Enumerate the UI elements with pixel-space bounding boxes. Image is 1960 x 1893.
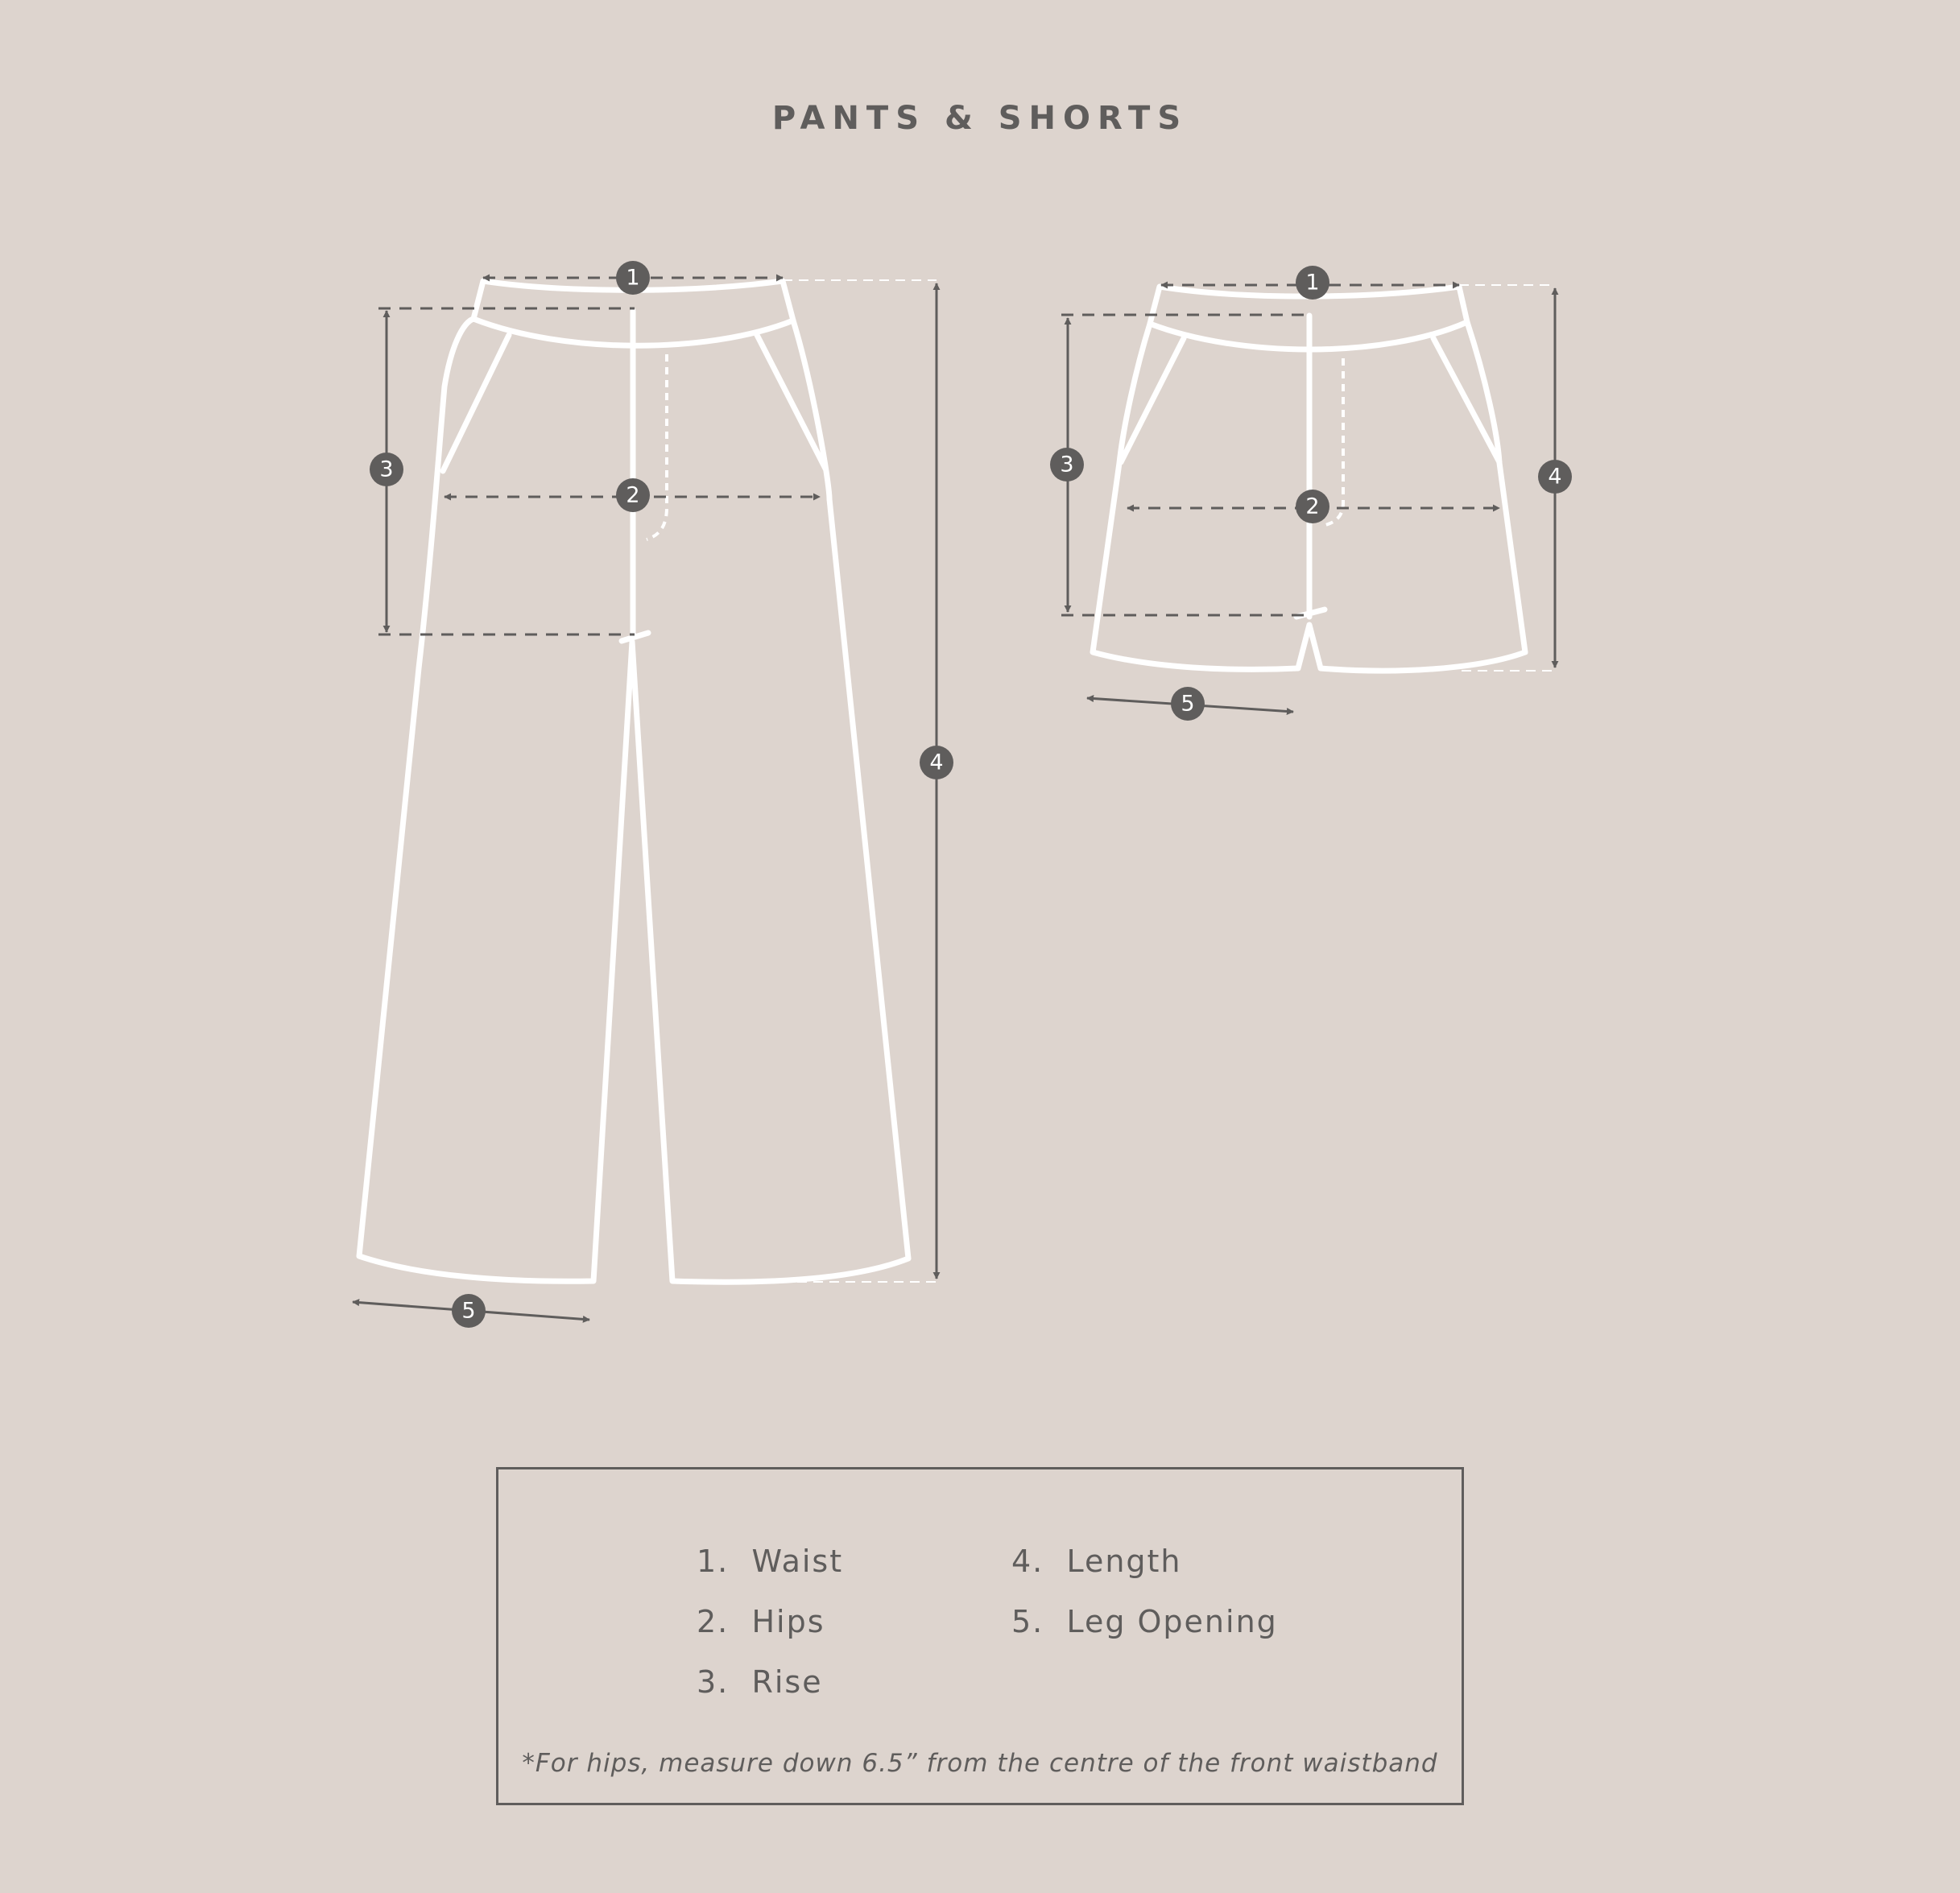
- shorts-leg-opening-badge: [1171, 687, 1205, 721]
- svg-text:2: 2: [1305, 494, 1320, 519]
- legend-item-hips: 2. Hips: [697, 1604, 825, 1639]
- pants-rise-badge: [370, 453, 403, 486]
- pants-leg-opening-badge: [452, 1294, 486, 1328]
- svg-text:4: 4: [929, 750, 944, 775]
- svg-text:5: 5: [461, 1298, 476, 1324]
- pants-hips-badge: [616, 478, 650, 512]
- svg-text:4: 4: [1548, 464, 1562, 490]
- svg-text:2: 2: [626, 482, 640, 508]
- pants-length-badge: [920, 746, 953, 779]
- page-title: PANTS & SHORTS: [771, 100, 1189, 137]
- hips-measure-note: *For hips, measure down 6.5” from the centre of the front waistband: [522, 1749, 1438, 1778]
- shorts-waist-badge: [1296, 266, 1329, 300]
- svg-text:3: 3: [379, 457, 394, 482]
- svg-text:1: 1: [626, 265, 640, 291]
- pants-illustration: [359, 281, 908, 1282]
- legend-item-rise: 3. Rise: [697, 1664, 823, 1700]
- pants-waist-badge: [616, 261, 650, 295]
- legend-item-leg-opening: 5. Leg Opening: [1011, 1604, 1278, 1639]
- svg-text:1: 1: [1305, 270, 1320, 296]
- legend-box: [496, 1467, 1464, 1805]
- legend-item-waist: 1. Waist: [697, 1544, 844, 1579]
- pants-fly-stitch: [647, 354, 667, 539]
- svg-text:3: 3: [1060, 452, 1074, 477]
- shorts-illustration: [1093, 287, 1525, 671]
- svg-text:5: 5: [1181, 691, 1195, 717]
- shorts-rise-badge: [1050, 448, 1084, 482]
- legend-item-length: 4. Length: [1011, 1544, 1182, 1579]
- pants-crotch-mark: [622, 633, 648, 641]
- shorts-length-badge: [1538, 460, 1572, 494]
- shorts-hips-badge: [1296, 490, 1329, 523]
